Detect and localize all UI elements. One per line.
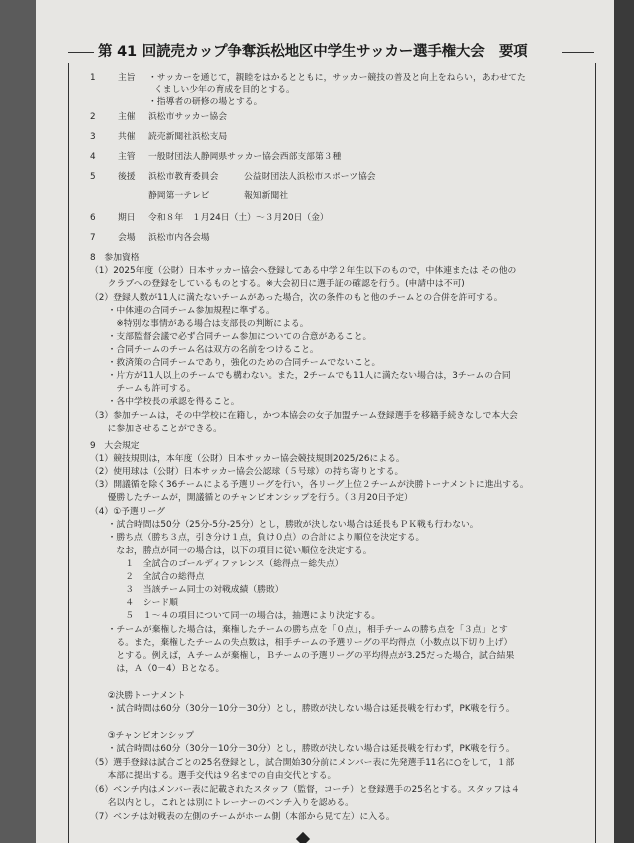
purpose-line: ・指導者の研修の場とする。 (148, 97, 263, 107)
eligibility-line: （1）2025年度（公財）日本サッカー協会へ登録してある中学２年生以下のもので，中体連または その他の (90, 266, 517, 276)
section-key: 主旨 (118, 73, 136, 83)
rules-line: とする。例えば，Ａチームが棄権し，Ｂチームの予選リーグの平均得点が3.25だった場合，試合結果 (90, 651, 515, 661)
title-rule-left (68, 52, 94, 53)
section-key: 主管 (118, 152, 136, 162)
section-number: 1 (90, 73, 96, 83)
eligibility-line: ・支部監督会議で必ず合同チーム参加についての合意があること。 (90, 332, 372, 342)
rules-line: ・試合時間は50分（25分-5分-25分）とし，勝敗が決しない場合は延長もＰＫ戦も行わない。 (90, 520, 479, 530)
document-page (36, 0, 614, 843)
eligibility-line: ・各中学校長の承認を得ること。 (90, 397, 240, 407)
rules-line: （5）選手登録は試合ごとの25名登録とし，試合開始30分前にメンバー表に先発選手11名に○をして，１部 (90, 758, 515, 768)
rules-line: なお，勝点が同一の場合は，以下の項目に従い順位を決定する。 (90, 546, 372, 556)
rules-line: ４ シード順 (90, 598, 178, 608)
eligibility-line: （2）登録人数が11人に満たないチームがあった場合，次の条件のもと他のチームとの合併を許可する。 (90, 293, 503, 303)
rules-line: ・試合時間は60分（30分－10分－30分）とし，勝敗が決しない場合は延長戦を行わず，PK戦を行う。 (90, 704, 515, 714)
eligibility-line: ・片方が11人以上のチームでも構わない。また，2チームでも11人に満たない場合は，3チームの合同 (90, 371, 511, 381)
rules-line: ②決勝トーナメント (90, 691, 186, 701)
management-value: 一般財団法人静岡県サッカー協会西部支部第３種 (148, 152, 342, 162)
date-value: 令和８年 １月24日（土）～３月20日（金） (148, 213, 329, 223)
rules-line: る。また，棄権したチームの失点数は，相手チームの予選リーグの平均得点（小数点以下切り上げ） (90, 638, 513, 648)
eligibility-line: クラブへの登録をしているものとする。※大会初日に選手証の確認を行う。(申請中は不可) (90, 279, 465, 289)
section-number: 5 (90, 172, 96, 182)
rules-line: （3）開議循を除く36チームによる予選リーグを行い，各リーグ上位２チームが決勝トーナメントに進出する。 (90, 480, 529, 490)
organizer-value: 浜松市サッカー協会 (148, 112, 227, 122)
rules-line: ③チャンピオンシップ (90, 731, 194, 741)
section-key: 会場 (118, 233, 136, 243)
eligibility-line: に参加させることができる。 (90, 424, 222, 434)
purpose-line: くましい少年の育成を目的とする。 (154, 85, 295, 95)
rules-line: ２ 全試合の総得点 (90, 572, 205, 582)
rules-line: ・試合時間は60分（30分－10分－30分）とし，勝敗が決しない場合は延長戦を行わず，PK戦を行う。 (90, 744, 515, 754)
eligibility-line: ・中体連の合同チーム参加規程に準ずる。 (90, 306, 275, 316)
rules-line: ・チームが棄権した場合は，棄権したチームの勝ち点を「０点」，相手チームの勝ち点を「３点」とす (90, 625, 508, 635)
section-key: 共催 (118, 132, 136, 142)
rules-line: は，Ａ（0－4）Ｂとなる。 (90, 664, 225, 674)
sponsor-value: 報知新聞社 (244, 191, 288, 201)
rules-line: （2）使用球は（公財）日本サッカー協会公認球（５号球）の持ち寄りとする。 (90, 467, 404, 477)
purpose-line: ・サッカーを通じて，親睦をはかるとともに，サッカー競技の普及と向上をねらい，あわせてた (148, 73, 526, 83)
eligibility-line: （3）参加チームは，その中学校に在籍し，かつ本協会の女子加盟チーム登録選手を移籍手続きなしで本大会 (90, 411, 518, 421)
rules-line: 本部に提出する。選手交代は９名までの自由交代とする。 (90, 771, 337, 781)
rules-line: ５ １～４の項目について同一の場合は，抽選により決定する。 (90, 611, 381, 621)
rules-line: （7）ベンチは対戦表の左側のチームがホーム側（本部から見て左）に入る。 (90, 812, 395, 822)
co-organizer-value: 読売新聞社浜松支局 (148, 132, 228, 142)
section-number: 7 (90, 233, 96, 243)
rules-line: ・勝ち点（勝ち３点，引き分け１点，負け０点）の合計により順位を決定する。 (90, 533, 425, 543)
rules-line: １ 全試合のゴールディファレンス（総得点－総失点） (90, 559, 344, 569)
rules-line: （6）ベンチ内はメンバー表に記載されたスタッフ（監督，コーチ）と登録選手の25名とする。スタッフは４ (90, 785, 520, 795)
eligibility-line: ※特別な事情がある場合は支部長の判断による。 (90, 319, 309, 329)
rules-line: ３ 当該チーム同士の対戦成績（勝敗） (90, 585, 284, 595)
section-key: 期日 (118, 213, 136, 223)
section-number: 6 (90, 213, 96, 223)
eligibility-line: ・救済策の合同チームであり，強化のための合同チームでないこと。 (90, 358, 381, 368)
section-number: 4 (90, 152, 96, 162)
section-key: 主催 (118, 112, 136, 122)
document-title: 第 41 回読売カップ争奪浜松地区中学生サッカー選手権大会 要項 (98, 44, 528, 60)
section-heading: 8 参加資格 (90, 253, 140, 263)
venue-value: 浜松市内各会場 (148, 233, 210, 243)
rules-line: 優勝したチームが，開議循とのチャンピオンシップを行う。（３月20日予定） (90, 493, 413, 503)
eligibility-line: ・合同チームのチーム名は双方の名前をつけること。 (90, 345, 319, 355)
rules-line: （1）競技規則は，本年度（公財）日本サッカー協会競技規則2025/26による。 (90, 454, 405, 464)
section-number: 2 (90, 112, 96, 122)
section-heading: 9 大会規定 (90, 441, 140, 451)
title-row (36, 40, 614, 64)
section-key: 後援 (118, 172, 136, 182)
sponsor-value: 静岡第一テレビ (148, 191, 210, 201)
sponsor-value: 公益財団法人浜松市スポーツ協会 (244, 172, 376, 182)
sponsor-value: 浜松市教育委員会 (148, 172, 219, 182)
title-rule-right (562, 52, 594, 53)
rules-line: 名以内とし，これとは別にトレーナーのベンチ入りを認める。 (90, 798, 354, 808)
eligibility-line: チームも許可する。 (90, 384, 196, 394)
rules-line: （4）①予選リーグ (90, 507, 166, 517)
section-number: 3 (90, 132, 96, 142)
